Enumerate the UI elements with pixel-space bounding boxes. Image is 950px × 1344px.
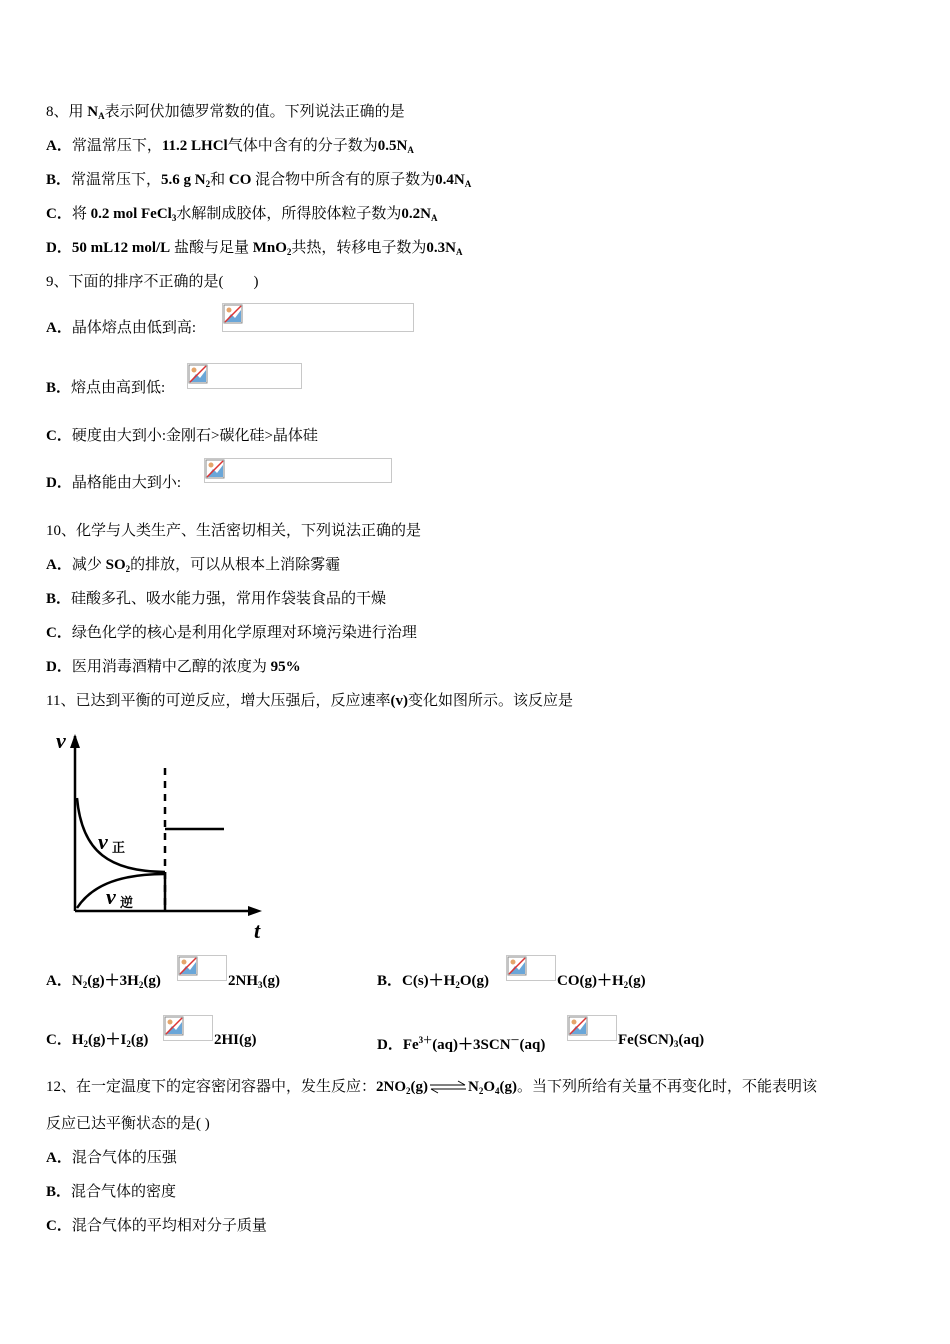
q9-option-b: B．熔点由高到低: <box>46 380 166 396</box>
broken-image-icon <box>164 1016 184 1036</box>
q12-stem-line2: 反应已达平衡状态的是( ) <box>46 1116 210 1132</box>
q10-option-b: B．硅酸多孔、吸水能力强，常用作袋装食品的干燥 <box>46 591 387 607</box>
q11-option-a-products: $2NH_3(g)$ <box>228 973 280 990</box>
forward-rate-label: v <box>98 829 108 854</box>
broken-image-placeholder <box>222 303 414 332</box>
equilibrium-arrow-icon <box>428 1077 468 1097</box>
y-axis-label: v <box>56 728 66 753</box>
q11-option-c-reactants: C．$H_2(g)+I_2(g)$ <box>46 1032 149 1049</box>
broken-image-icon <box>188 364 208 384</box>
q10-option-c: C．绿色化学的核心是利用化学原理对环境污染进行治理 <box>46 625 417 641</box>
q12-option-b: B．混合气体的密度 <box>46 1184 177 1200</box>
q9-option-a: A．晶体熔点由低到高: <box>46 320 197 336</box>
q8-stem: 8、用 $N_A$表示阿伏加德罗常数的值。下列说法正确的是 <box>46 104 405 121</box>
reverse-rate-label: v <box>106 884 116 909</box>
q10-option-a: A．减少 $SO_2$的排放，可以从根本上消除雾霾 <box>46 557 341 574</box>
q8-option-b: B．常温常压下，5.6 g $N_2$和 CO 混合物中所含有的原子数为$0.4N_A$ <box>46 172 472 189</box>
q11-option-c-products: 2HI(g) <box>214 1032 257 1048</box>
broken-image-icon <box>178 956 198 976</box>
q10-option-d: D．医用消毒酒精中乙醇的浓度为 95% <box>46 659 301 675</box>
broken-image-placeholder <box>163 1015 213 1041</box>
q11-option-b-products: $CO(g)+H_2(g)$ <box>557 973 646 990</box>
y-axis-arrow <box>70 734 80 748</box>
x-axis-label: t <box>254 918 261 943</box>
q9-stem: 9、下面的排序不正确的是( ) <box>46 274 259 290</box>
q11-option-a-reactants: A．$N_2(g)+3H_2(g)$ <box>46 973 161 990</box>
broken-image-placeholder <box>187 363 302 389</box>
broken-image-placeholder <box>204 458 392 483</box>
broken-image-icon <box>507 956 527 976</box>
q11-stem: 11、已达到平衡的可逆反应，增大压强后，反应速率(v)变化如图所示。该反应是 <box>46 693 573 709</box>
equilibrium-arrow <box>428 1077 468 1097</box>
x-axis-arrow <box>248 906 262 916</box>
q12-option-c: C．混合气体的平均相对分子质量 <box>46 1218 267 1234</box>
q12-option-a: A．混合气体的压强 <box>46 1150 177 1166</box>
q11-option-b-reactants: B．$C(s)+H_2O(g)$ <box>377 973 490 990</box>
q12-stem-line1: 12、在一定温度下的定容密闭容器中，发生反应：$2NO_2(g)$ $N_2O_4(g)$。当下列所给有关量不再变化时，不能表明该 <box>46 1079 818 1096</box>
q9-option-d: D．晶格能由大到小: <box>46 475 182 491</box>
broken-image-icon <box>223 304 243 324</box>
q11-option-d-reactants: D．$Fe^{3+}(aq)+3SCN^-(aq)$ <box>377 1035 546 1053</box>
broken-image-icon <box>568 1016 588 1036</box>
q8-option-a: A．常温常压下，11.2 LHCl气体中含有的分子数为$0.5N_A$ <box>46 138 414 155</box>
forward-rate-subscript: 正 <box>112 840 126 855</box>
reverse-rate-subscript: 逆 <box>120 895 134 910</box>
q11-option-d-products: $Fe(SCN)_3(aq)$ <box>618 1032 705 1049</box>
broken-image-placeholder <box>177 955 227 981</box>
broken-image-icon <box>205 459 225 479</box>
q8-option-d: D．50 mL12 mol/L 盐酸与足量 MnO$_2$共热，转移电子数为$0.3N_A$ <box>46 240 463 257</box>
q10-stem: 10、化学与人类生产、生活密切相关，下列说法正确的是 <box>46 523 422 539</box>
forward-rate-curve <box>77 798 165 872</box>
rate-time-graph <box>50 728 275 943</box>
q9-option-c: C．硬度由大到小:金刚石>碳化硅>晶体硅 <box>46 428 318 444</box>
broken-image-placeholder <box>567 1015 617 1041</box>
q8-option-c: C．将 0.2 mol FeCl$_3$水解制成胶体，所得胶体粒子数为$0.2N_A$ <box>46 206 438 223</box>
broken-image-placeholder <box>506 955 556 981</box>
